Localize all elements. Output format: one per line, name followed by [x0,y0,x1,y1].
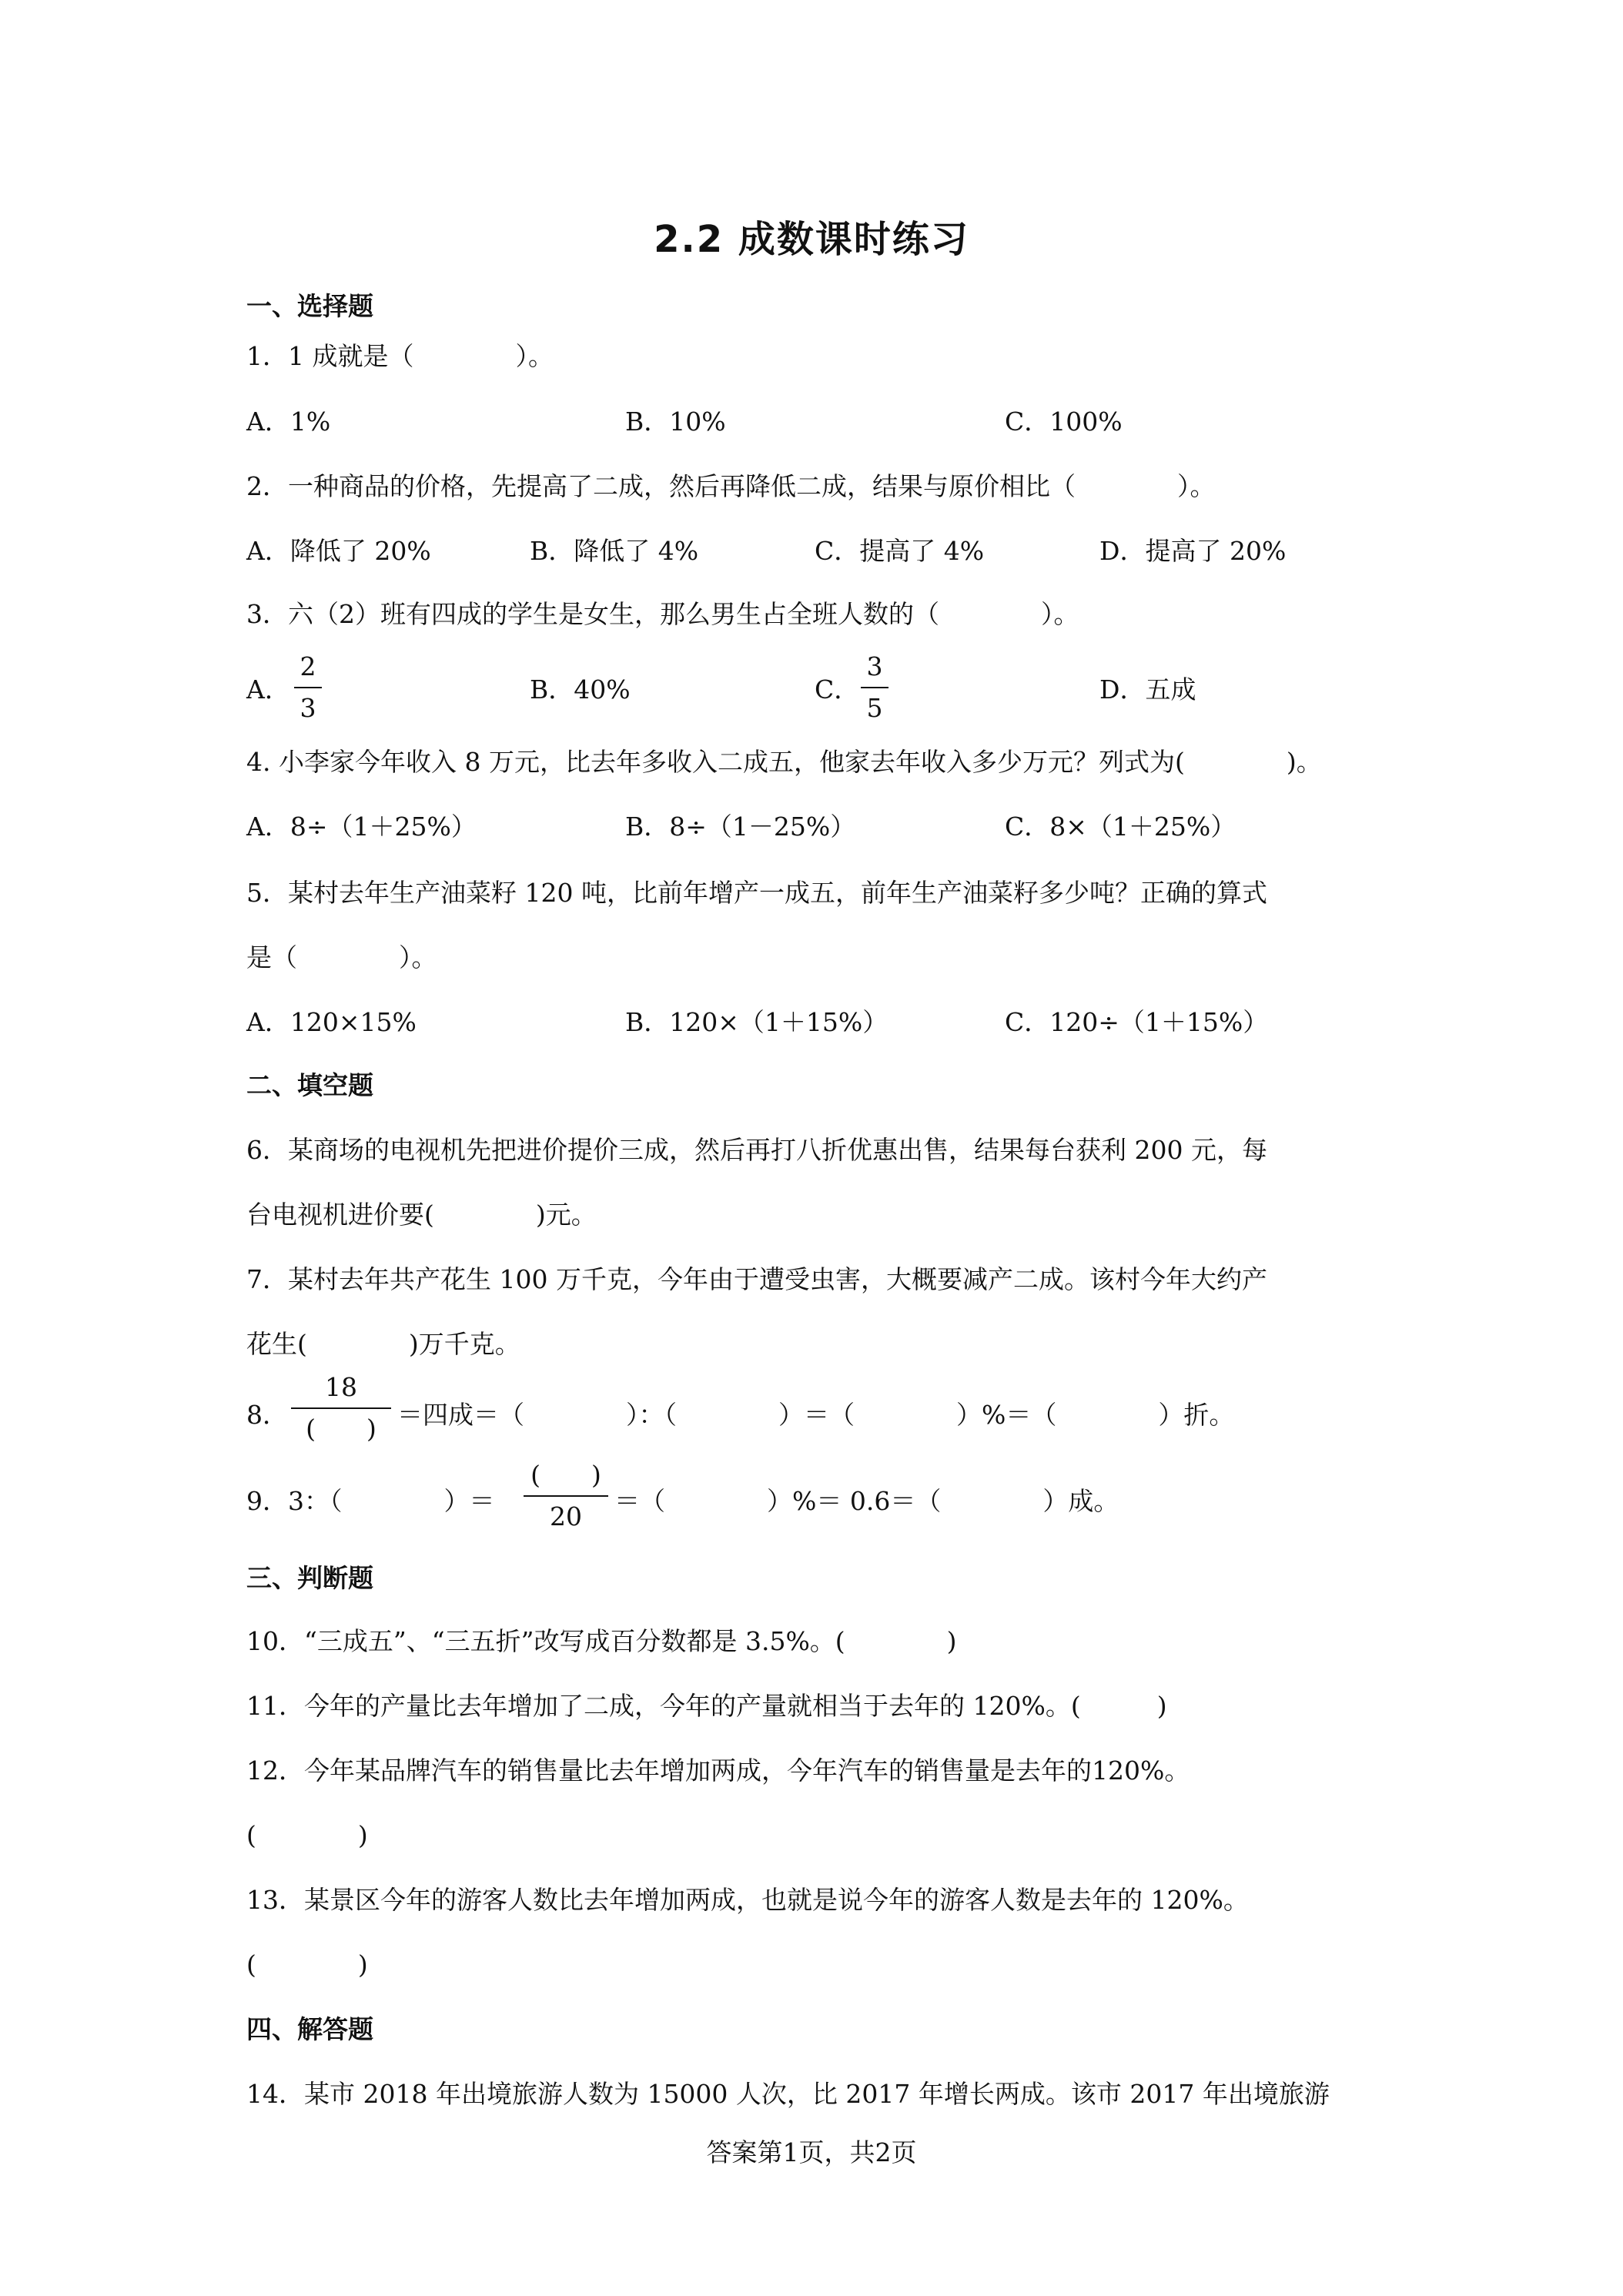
fraction-denominator: ( ) [306,1414,376,1444]
question-3: 3．六（2）班有四成的学生是女生，那么男生占全班人数的（ ）。 [246,599,1079,629]
question-9-rest: ＝（ ）%＝ 0.6＝（ ）成。 [614,1486,1119,1516]
question-7-line-1: 7．某村去年共产花生 100 万千克，今年由于遭受虫害，大概要减产二成。该村今年大约产 [246,1264,1267,1294]
question-11: 11．今年的产量比去年增加了二成，今年的产量就相当于去年的 120%。( ) [246,1691,1167,1721]
q2-option-b: B．降低了 4% [530,536,699,566]
q3-option-c-fraction [861,651,888,724]
question-5-line-2: 是（ ）。 [246,942,437,972]
q2-option-c: C．提高了 4% [815,536,985,566]
question-12-line-2: ( ) [246,1820,368,1850]
q3-option-a-label: A． [246,674,290,705]
section-heading-choice: 一、选择题 [246,291,373,321]
question-5-line-1: 5．某村去年生产油菜籽 120 吨，比前年增产一成五，前年生产油菜籽多少吨？正确的算式 [246,878,1267,908]
question-13-line-2: ( ) [246,1950,368,1980]
q4-option-b: B．8÷（1－25%） [625,812,856,842]
fraction-bar [294,687,322,688]
question-13-line-1: 13．某景区今年的游客人数比去年增加两成，也就是说今年的游客人数是去年的 120%。 [246,1885,1249,1915]
q4-option-a: A．8÷（1＋25%） [246,812,477,842]
q9-fraction [524,1460,608,1532]
fraction-denominator: 5 [866,693,883,723]
q4-option-c: C．8×（1＋25%） [1005,812,1236,842]
fraction-numerator: 3 [866,651,883,681]
question-9-prefix: 9．3：（ ）＝ [246,1486,495,1516]
question-8-rest: ＝四成＝（ ）：（ ）＝（ ）%＝（ ）折。 [397,1400,1235,1430]
q5-option-c: C．120÷（1＋15%） [1005,1007,1269,1037]
fraction-numerator: ( ) [530,1460,601,1490]
q3-option-a-fraction [294,651,322,724]
page-title: 2.2 成数课时练习 [654,218,969,261]
section-heading-judge: 三、判断题 [246,1563,373,1593]
question-4: 4. 小李家今年收入 8 万元，比去年多收入二成五，他家去年收入多少万元？列式为( )。 [246,747,1322,777]
question-14-line-1: 14．某市 2018 年出境旅游人数为 15000 人次，比 2017 年增长两成。该市 2017 年出境旅游 [246,2079,1330,2109]
question-7-line-2: 花生( )万千克。 [246,1329,520,1359]
q1-option-c: C．100% [1005,407,1123,437]
q2-option-a: A．降低了 20% [246,536,431,566]
page-footer: 答案第1页，共2页 [706,2137,917,2167]
question-1: 1．1 成就是（ ）。 [246,341,554,371]
question-10: 10．“三成五”、“三五折”改写成百分数都是 3.5%。( ) [246,1626,957,1656]
fraction-bar [524,1495,608,1497]
question-6-line-1: 6．某商场的电视机先把进价提价三成，然后再打八折优惠出售，结果每台获利 200 元，每 [246,1135,1267,1165]
fraction-numerator: 2 [300,651,316,681]
question-12-line-1: 12．今年某品牌汽车的销售量比去年增加两成，今年汽车的销售量是去年的120%。 [246,1755,1190,1786]
q3-option-c-label: C． [815,674,860,705]
question-6-line-2: 台电视机进价要( )元。 [246,1200,597,1230]
fraction-bar [861,687,888,688]
q3-option-d: D．五成 [1099,674,1196,705]
q1-option-b: B．10% [625,407,726,437]
q3-option-b: B．40% [530,674,631,705]
q2-option-d: D．提高了 20% [1099,536,1287,566]
fraction-denominator: 3 [300,693,316,723]
fraction-bar [291,1407,391,1409]
question-8-number: 8． [246,1400,288,1430]
q1-option-a: A．1% [246,407,331,437]
fraction-denominator: 20 [550,1501,582,1531]
q5-option-b: B．120×（1＋15%） [625,1007,888,1037]
question-2: 2．一种商品的价格，先提高了二成，然后再降低二成，结果与原价相比（ ）。 [246,471,1216,501]
q8-fraction [291,1372,391,1444]
section-heading-fill: 二、填空题 [246,1070,373,1100]
section-heading-solve: 四、解答题 [246,2014,373,2044]
q5-option-a: A．120×15% [246,1007,417,1037]
fraction-numerator: 18 [325,1372,357,1402]
